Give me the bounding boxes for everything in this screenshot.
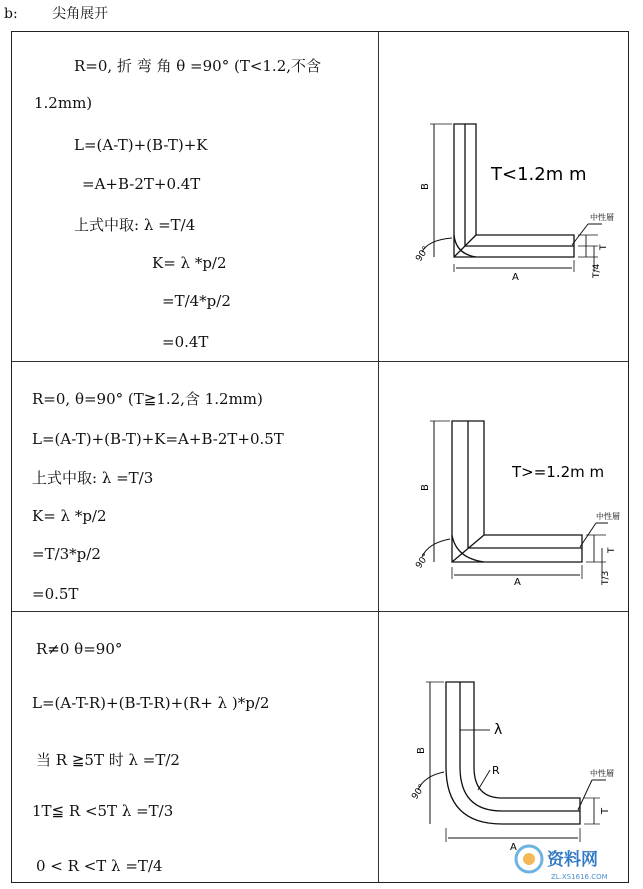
formula-line: 上式中取: λ =T/4 — [74, 216, 196, 234]
bend-diagram-thin — [384, 112, 620, 282]
formula-line: L=(A-T-R)+(B-T-R)+(R+ λ )*p/2 — [32, 694, 270, 712]
heading-title: 尖角展开 — [52, 6, 109, 22]
dim-b-label: B — [416, 747, 427, 754]
formula-line: R=0, θ=90° (T≧1.2,含 1.2mm) — [32, 390, 263, 408]
dim-t-label: T — [607, 547, 617, 553]
dim-a-label: A — [510, 842, 517, 852]
formula-line: =A+B-2T+0.4T — [82, 175, 201, 193]
bend-diagram-thick — [384, 407, 620, 587]
bend-diagram-radius — [384, 662, 620, 852]
angle-label: 90° — [414, 551, 432, 571]
lambda-label: λ — [494, 722, 503, 738]
formula-line: R=0, 折 弯 角 θ =90° (T<1.2,不含 — [74, 57, 322, 75]
dim-t-label: T — [600, 807, 611, 814]
formula-line: =T/3*p/2 — [32, 545, 101, 563]
formula-line: K= λ *p/2 — [152, 254, 227, 272]
dim-a-label: A — [512, 272, 519, 282]
formula-line: 当 R ≧5T 时 λ =T/2 — [36, 751, 180, 769]
column-divider — [378, 612, 379, 882]
formula-line: 1.2mm) — [34, 94, 93, 112]
dim-b-label: B — [420, 484, 431, 491]
radius-label: R — [492, 764, 500, 777]
thickness-label: T>=1.2m m — [512, 463, 605, 481]
watermark-text: 资料网 — [547, 850, 598, 870]
neutral-layer-label: 中性層 — [590, 213, 614, 222]
formula-table — [11, 31, 629, 883]
formula-line: K= λ *p/2 — [32, 507, 107, 525]
dim-a-label: A — [514, 577, 521, 587]
formula-line: 0 < R <T λ =T/4 — [36, 857, 163, 875]
watermark-domain: ZL.XS1616.COM — [551, 873, 608, 881]
dim-lambda-label: T/4 — [592, 263, 602, 278]
formula-line: L=(A-T)+(B-T)+K=A+B-2T+0.5T — [32, 430, 284, 448]
neutral-layer-label: 中性層 — [596, 512, 620, 521]
formula-line: 1T≦ R <5T λ =T/3 — [32, 802, 174, 820]
column-divider — [378, 362, 379, 611]
section-heading — [4, 3, 108, 23]
formula-line: =T/4*p/2 — [162, 292, 231, 310]
formula-line: R≠0 θ=90° — [36, 640, 123, 658]
column-divider — [378, 32, 379, 361]
watermark-logo — [511, 835, 639, 885]
dim-lambda-label: T/3 — [601, 570, 611, 585]
formula-line: =0.5T — [32, 585, 79, 603]
dim-t-label: T — [599, 244, 609, 250]
formula-line: L=(A-T)+(B-T)+K — [74, 136, 208, 154]
formula-line: 上式中取: λ =T/3 — [32, 469, 154, 487]
thickness-label: T<1.2m m — [491, 164, 587, 185]
table-row-sharp-thin — [12, 32, 628, 362]
angle-label: 90° — [414, 244, 432, 264]
dim-b-label: B — [420, 183, 431, 190]
neutral-layer-label: 中性層 — [590, 769, 614, 778]
heading-label: b: — [4, 6, 18, 22]
table-row-sharp-thick — [12, 362, 628, 612]
angle-label: 90° — [410, 782, 428, 802]
formula-line: =0.4T — [162, 333, 209, 351]
